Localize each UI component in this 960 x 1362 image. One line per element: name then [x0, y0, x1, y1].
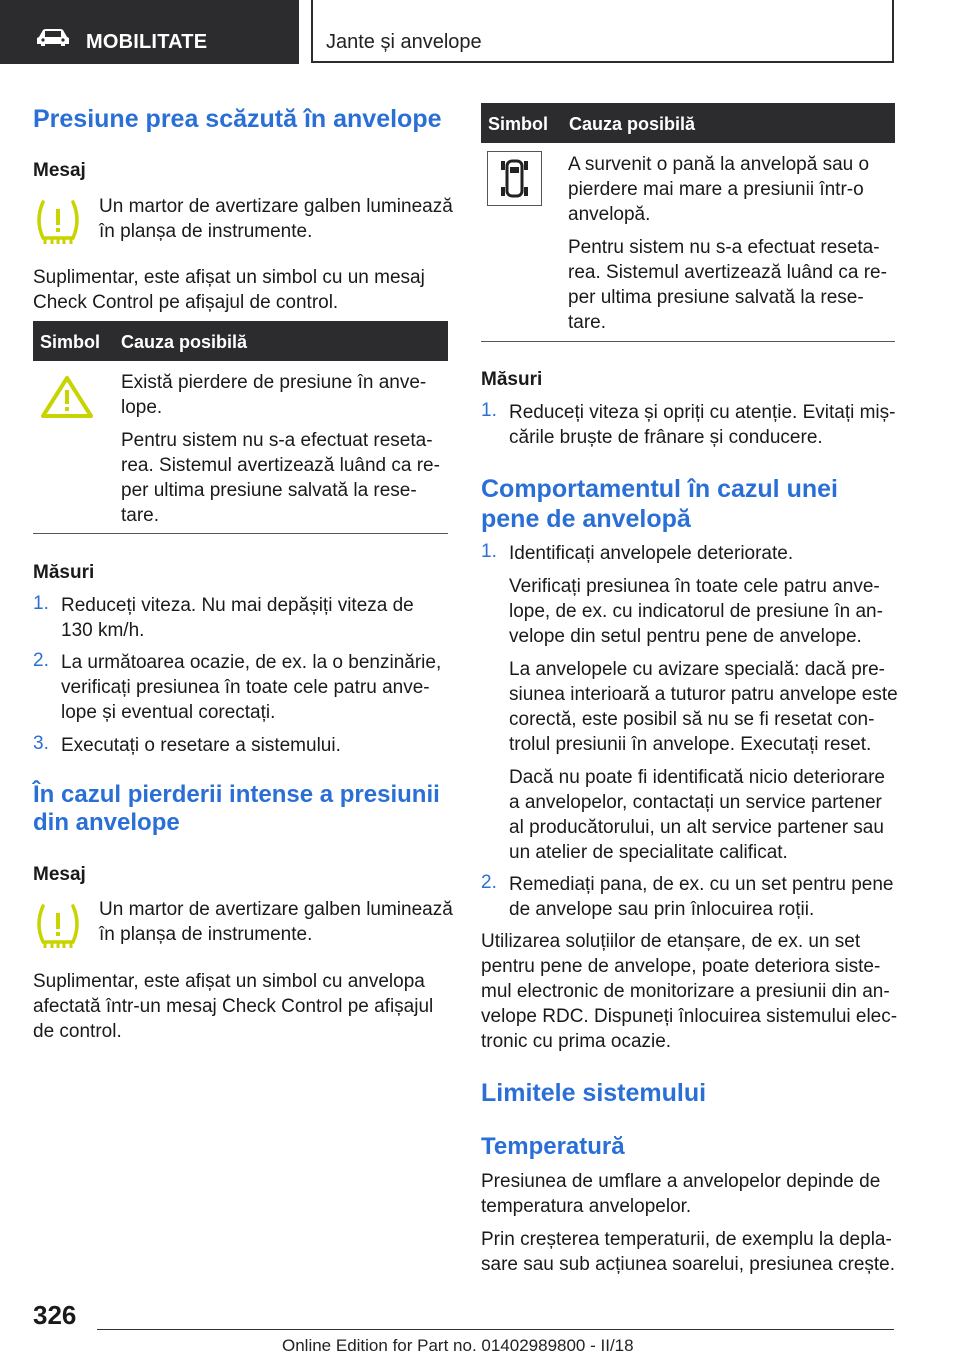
heading-low-pressure: Presiune prea scăzută în anvelope	[33, 105, 442, 133]
step-text: La anvelopele cu avizare specială: dacă pre-	[509, 659, 886, 680]
step-text: Executați o resetare a sistemului.	[61, 735, 341, 756]
table-cell-line: Pentru sistem nu s-a efectuat reseta-	[121, 430, 433, 451]
message-label: Mesaj	[33, 160, 86, 181]
step-text: a anvelopelor, contactați un service partener	[509, 792, 882, 813]
step-text: lope, de ex. cu indicatorul de presiune în an-	[509, 601, 883, 622]
step-text: La următoarea ocazie, de ex. la o benzinărie,	[61, 652, 442, 673]
step-number: 2.	[481, 872, 497, 893]
sealant-text-line: tronic cu prima ocazie.	[481, 1031, 672, 1052]
step-text: Remediați pana, de ex. cu un set pentru pene	[509, 874, 894, 895]
table-cell-line: tare.	[568, 312, 607, 333]
heading-temperature: Temperatură	[481, 1133, 625, 1160]
step-text: corectă, este posibil să nu se fi resetat con-	[509, 709, 875, 730]
temperature-text-line: temperatura anvelopelor.	[481, 1196, 692, 1217]
tpms-warning-icon	[33, 902, 83, 950]
temperature-text-line: sare sau sub acțiunea soarelui, presiunea crește.	[481, 1254, 896, 1275]
table-cell-line: rea. Sistemul avertizează luând ca re-	[568, 262, 887, 283]
car-tire-puncture-icon	[487, 151, 542, 206]
car-icon	[36, 28, 70, 46]
column-symbol: Simbol	[488, 114, 549, 134]
sealant-text-line: velope RDC. Dispuneți înlocuirea sistemului elec-	[481, 1006, 898, 1027]
step-text: Reduceți viteza. Nu mai depășiți viteza de	[61, 595, 414, 616]
supplement-text-line: de control.	[33, 1021, 122, 1042]
sealant-text-line: Utilizarea soluțiilor de etanșare, de ex. un set	[481, 931, 861, 952]
measures-label: Măsuri	[33, 562, 95, 583]
chapter-tab	[311, 0, 894, 63]
heading-flat-tire: Comportamentul în cazul unei	[481, 475, 838, 503]
step-text: Dacă nu poate fi identificată nicio deteriorare	[509, 767, 886, 788]
step-number: 1.	[33, 593, 49, 614]
step-text: cările bruște de frânare și conducere.	[509, 427, 823, 448]
section-title: MOBILITATE	[86, 31, 208, 53]
step-text: lope și eventual corectați.	[61, 702, 276, 723]
sealant-text-line: pentru pene de anvelope, poate deteriora siste-	[481, 956, 881, 977]
temperature-text-line: Prin creșterea temperaturii, de exemplu la depla-	[481, 1229, 892, 1250]
table-cell-line: A survenit o pană la anvelopă sau o	[568, 154, 870, 175]
table-cell-line: anvelopă.	[568, 204, 651, 225]
supplement-text-line2: Check Control pe afișajul de control.	[33, 292, 339, 313]
heading-intense-loss: În cazul pierderii intense a presiunii	[33, 781, 440, 808]
heading-flat-tire: pene de anvelopă	[481, 505, 691, 533]
table-cell-line: pierdere mai mare a presiunii într-o	[568, 179, 864, 200]
edition-text: Online Edition for Part no. 01402989800 - II/18	[282, 1336, 634, 1355]
step-number: 1.	[481, 541, 497, 562]
step-number: 1.	[481, 400, 497, 421]
step-text: velope din setul pentru pene de anvelope.	[509, 626, 862, 647]
step-text: 130 km/h.	[61, 620, 145, 641]
warning-text-line1: Un martor de avertizare galben luminează	[99, 196, 453, 217]
table-cell-line: lope.	[121, 397, 163, 418]
warning-triangle-icon	[40, 375, 94, 419]
table-cell-line: per ultima presiune salvată la rese-	[568, 287, 864, 308]
table-bottom-rule	[33, 533, 448, 534]
table-cell-line: rea. Sistemul avertizează luând ca re-	[121, 455, 440, 476]
warning-text-line2: în planșa de instrumente.	[99, 221, 313, 242]
step-text: al producătorului, un alt service partener sau	[509, 817, 884, 838]
supplement-text-line: afectată într-un mesaj Check Control pe afișajul	[33, 996, 434, 1017]
step-number: 3.	[33, 733, 49, 754]
step-text: un atelier de specialitate calificat.	[509, 842, 788, 863]
step-text: Verificați presiunea în toate cele patru anve-	[509, 576, 880, 597]
message-label: Mesaj	[33, 864, 86, 885]
warning-text-line2: în planșa de instrumente.	[99, 924, 313, 945]
step-text: Identificați anvelopele deteriorate.	[509, 543, 794, 564]
table-bottom-rule	[481, 341, 895, 342]
section-tab	[0, 0, 299, 64]
temperature-text-line: Presiunea de umflare a anvelopelor depinde de	[481, 1171, 881, 1192]
chapter-title: Jante și anvelope	[326, 31, 482, 53]
table-header	[481, 103, 895, 143]
step-text: de anvelope sau prin înlocuirea roții.	[509, 899, 815, 920]
heading-system-limits: Limitele sistemului	[481, 1079, 707, 1107]
table-cell-line: per ultima presiune salvată la rese-	[121, 480, 417, 501]
footer-rule	[97, 1329, 894, 1330]
table-cell-line: tare.	[121, 505, 160, 526]
column-symbol: Simbol	[40, 332, 101, 352]
page-number: 326	[33, 1300, 77, 1330]
warning-text-line1: Un martor de avertizare galben luminează	[99, 899, 453, 920]
supplement-text-line1: Suplimentar, este afișat un simbol cu un mesaj	[33, 267, 425, 288]
table-header	[33, 321, 448, 361]
sealant-text-line: mul electronic de monitorizare a presiunii din an-	[481, 981, 890, 1002]
column-cause: Cauza posibilă	[569, 114, 696, 134]
measures-label: Măsuri	[481, 369, 543, 390]
tpms-warning-icon	[33, 198, 83, 246]
step-text: siunea interioară a tuturor patru anvelope este	[509, 684, 898, 705]
step-text: verificați presiunea în toate cele patru anve-	[61, 677, 430, 698]
step-number: 2.	[33, 650, 49, 671]
heading-intense-loss: din anvelope	[33, 809, 180, 836]
column-cause: Cauza posibilă	[121, 332, 248, 352]
step-text: Reduceți viteza și opriți cu atenție. Evitați miș-	[509, 402, 896, 423]
table-cell-line: Pentru sistem nu s-a efectuat reseta-	[568, 237, 880, 258]
step-text: trolul presiunii în anvelope. Executați reset.	[509, 734, 872, 755]
table-cell-line: Există pierdere de presiune în anve-	[121, 372, 427, 393]
supplement-text-line: Suplimentar, este afișat un simbol cu anvelopa	[33, 971, 425, 992]
